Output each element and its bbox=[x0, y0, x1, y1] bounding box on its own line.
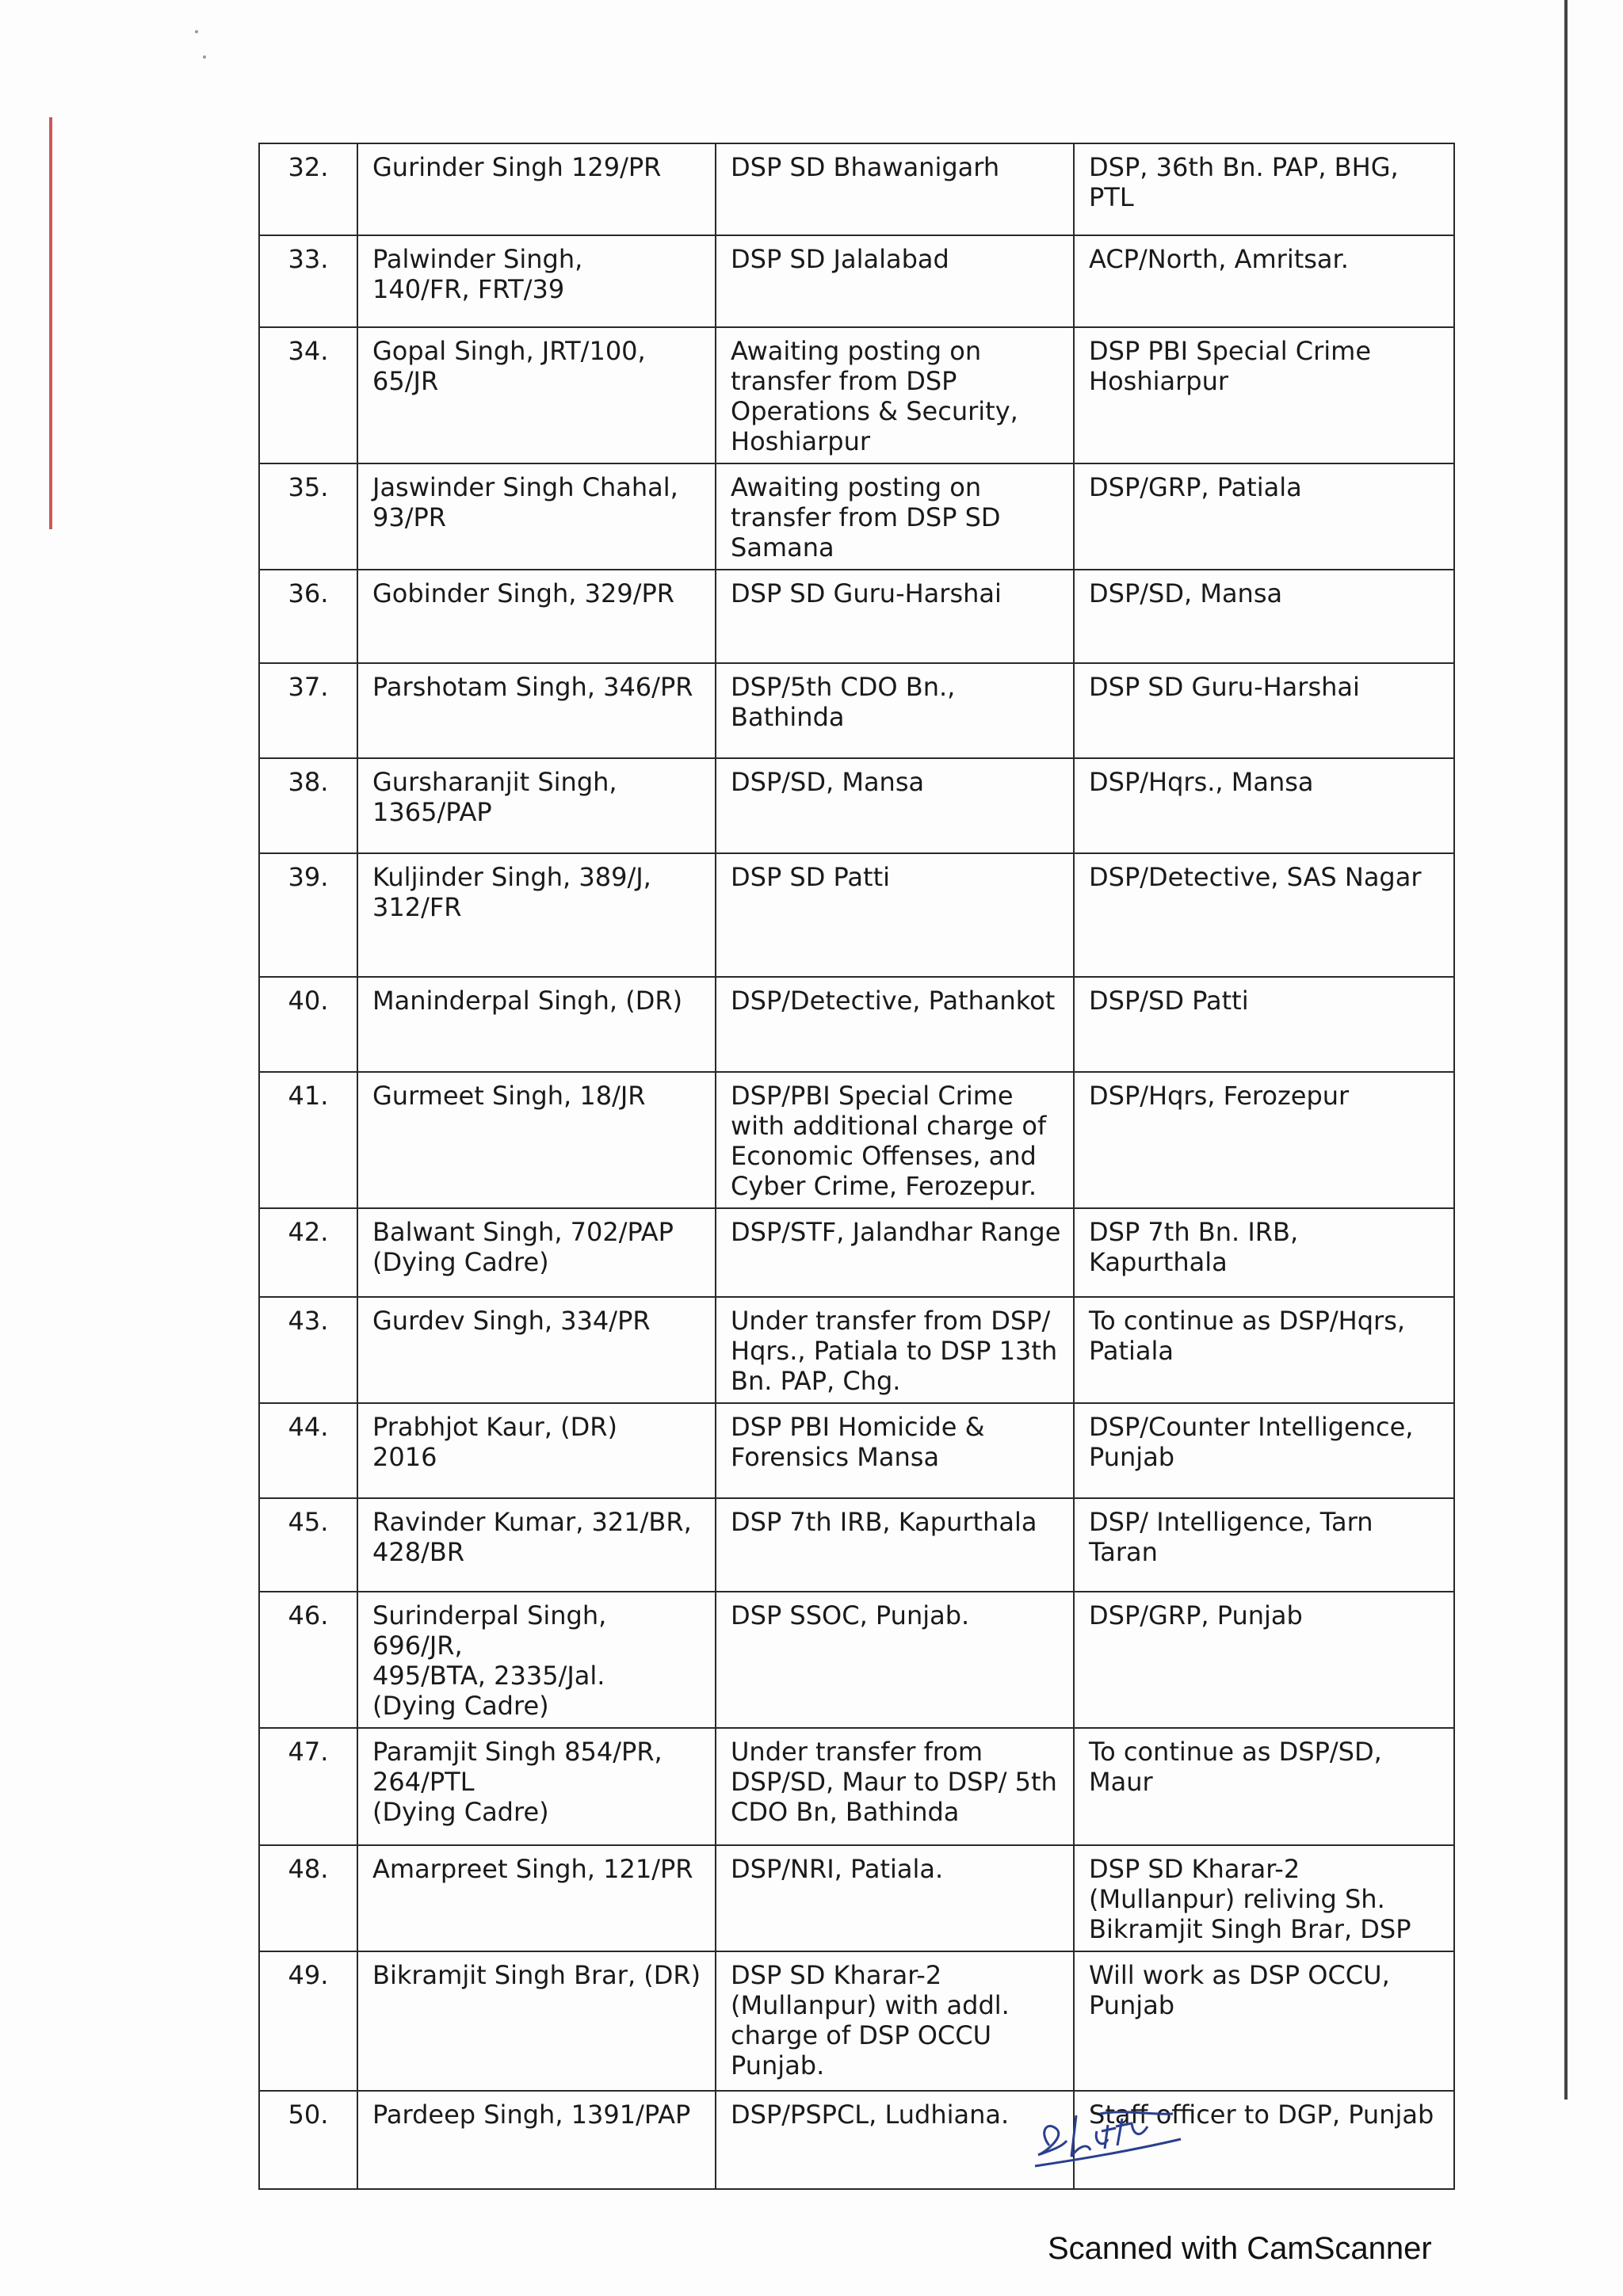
present-posting: DSP/SD, Mansa bbox=[716, 758, 1074, 853]
officer-name: Palwinder Singh, 140/FR, FRT/39 bbox=[357, 235, 716, 327]
officer-name: Maninderpal Singh, (DR) bbox=[357, 977, 716, 1072]
officer-name: Gurdev Singh, 334/PR bbox=[357, 1297, 716, 1403]
table-row bbox=[259, 1845, 1454, 1951]
officer-name: Gobinder Singh, 329/PR bbox=[357, 570, 716, 663]
table-row bbox=[259, 1403, 1454, 1498]
new-posting: DSP/GRP, Patiala bbox=[1074, 463, 1454, 570]
new-posting: To continue as DSP/SD, Maur bbox=[1074, 1728, 1454, 1845]
present-posting: DSP/PSPCL, Ludhiana. bbox=[716, 2091, 1074, 2189]
present-posting: Under transfer from DSP/SD, Maur to DSP/ 5th CDO Bn, Bathinda bbox=[716, 1728, 1074, 1845]
serial-number: 43. bbox=[259, 1297, 357, 1403]
table-row bbox=[259, 1592, 1454, 1728]
serial-number: 34. bbox=[259, 327, 357, 463]
serial-number: 44. bbox=[259, 1403, 357, 1498]
officer-name: Prabhjot Kaur, (DR) 2016 bbox=[357, 1403, 716, 1498]
serial-number: 50. bbox=[259, 2091, 357, 2189]
present-posting: DSP SD Kharar-2 (Mullanpur) with addl. charge of DSP OCCU Punjab. bbox=[716, 1951, 1074, 2091]
scan-edge-left bbox=[49, 117, 52, 529]
serial-number: 45. bbox=[259, 1498, 357, 1592]
new-posting: DSP, 36th Bn. PAP, BHG, PTL bbox=[1074, 143, 1454, 235]
new-posting: Staff officer to DGP, Punjab bbox=[1074, 2091, 1454, 2189]
serial-number: 42. bbox=[259, 1208, 357, 1297]
present-posting: DSP SD Patti bbox=[716, 853, 1074, 977]
serial-number: 39. bbox=[259, 853, 357, 977]
table-row bbox=[259, 143, 1454, 235]
present-posting: DSP/5th CDO Bn., Bathinda bbox=[716, 663, 1074, 758]
officer-name: Jaswinder Singh Chahal, 93/PR bbox=[357, 463, 716, 570]
table-row bbox=[259, 853, 1454, 977]
present-posting: DSP SD Jalalabad bbox=[716, 235, 1074, 327]
officer-name: Surinderpal Singh, 696/JR, 495/BTA, 2335/Jal. (Dying Cadre) bbox=[357, 1592, 716, 1728]
officer-name: Parshotam Singh, 346/PR bbox=[357, 663, 716, 758]
officer-name: Balwant Singh, 702/PAP (Dying Cadre) bbox=[357, 1208, 716, 1297]
present-posting: Awaiting posting on transfer from DSP Operations & Security, Hoshiarpur bbox=[716, 327, 1074, 463]
present-posting: Under transfer from DSP/ Hqrs., Patiala to DSP 13th Bn. PAP, Chg. bbox=[716, 1297, 1074, 1403]
table-row bbox=[259, 2091, 1454, 2189]
serial-number: 47. bbox=[259, 1728, 357, 1845]
new-posting: DSP/SD, Mansa bbox=[1074, 570, 1454, 663]
new-posting: DSP PBI Special Crime Hoshiarpur bbox=[1074, 327, 1454, 463]
present-posting: DSP PBI Homicide & Forensics Mansa bbox=[716, 1403, 1074, 1498]
officer-name: Bikramjit Singh Brar, (DR) bbox=[357, 1951, 716, 2091]
new-posting: ACP/North, Amritsar. bbox=[1074, 235, 1454, 327]
table-row bbox=[259, 1728, 1454, 1845]
postings-table-body bbox=[259, 143, 1454, 2189]
table-row bbox=[259, 463, 1454, 570]
present-posting: DSP/Detective, Pathankot bbox=[716, 977, 1074, 1072]
camscanner-watermark: Scanned with CamScanner bbox=[1048, 2231, 1432, 2266]
new-posting: DSP SD Guru-Harshai bbox=[1074, 663, 1454, 758]
table-row bbox=[259, 977, 1454, 1072]
serial-number: 46. bbox=[259, 1592, 357, 1728]
new-posting: DSP/GRP, Punjab bbox=[1074, 1592, 1454, 1728]
serial-number: 38. bbox=[259, 758, 357, 853]
postings-table bbox=[258, 143, 1455, 2190]
officer-name: Gursharanjit Singh, 1365/PAP bbox=[357, 758, 716, 853]
officer-name: Pardeep Singh, 1391/PAP bbox=[357, 2091, 716, 2189]
new-posting: Will work as DSP OCCU, Punjab bbox=[1074, 1951, 1454, 2091]
present-posting: DSP/STF, Jalandhar Range bbox=[716, 1208, 1074, 1297]
new-posting: DSP/Hqrs, Ferozepur bbox=[1074, 1072, 1454, 1208]
table-row bbox=[259, 1297, 1454, 1403]
table-row bbox=[259, 570, 1454, 663]
officer-name: Gurinder Singh 129/PR bbox=[357, 143, 716, 235]
new-posting: To continue as DSP/Hqrs, Patiala bbox=[1074, 1297, 1454, 1403]
officer-name: Gopal Singh, JRT/100, 65/JR bbox=[357, 327, 716, 463]
table-row bbox=[259, 235, 1454, 327]
present-posting: DSP 7th IRB, Kapurthala bbox=[716, 1498, 1074, 1592]
serial-number: 32. bbox=[259, 143, 357, 235]
serial-number: 37. bbox=[259, 663, 357, 758]
present-posting: Awaiting posting on transfer from DSP SD Samana bbox=[716, 463, 1074, 570]
new-posting: DSP/SD Patti bbox=[1074, 977, 1454, 1072]
present-posting: DSP SD Guru-Harshai bbox=[716, 570, 1074, 663]
new-posting: DSP/ Intelligence, Tarn Taran bbox=[1074, 1498, 1454, 1592]
table-row bbox=[259, 663, 1454, 758]
officer-name: Kuljinder Singh, 389/J, 312/FR bbox=[357, 853, 716, 977]
table-row bbox=[259, 1951, 1454, 2091]
present-posting: DSP SSOC, Punjab. bbox=[716, 1592, 1074, 1728]
serial-number: 49. bbox=[259, 1951, 357, 2091]
scan-speck bbox=[195, 30, 198, 33]
officer-name: Paramjit Singh 854/PR, 264/PTL (Dying Cadre) bbox=[357, 1728, 716, 1845]
new-posting: DSP SD Kharar-2 (Mullanpur) reliving Sh. Bikramjit Singh Brar, DSP bbox=[1074, 1845, 1454, 1951]
table-row bbox=[259, 1498, 1454, 1592]
officer-name: Amarpreet Singh, 121/PR bbox=[357, 1845, 716, 1951]
table-row bbox=[259, 327, 1454, 463]
new-posting: DSP/Counter Intelligence, Punjab bbox=[1074, 1403, 1454, 1498]
serial-number: 48. bbox=[259, 1845, 357, 1951]
serial-number: 40. bbox=[259, 977, 357, 1072]
table-row bbox=[259, 1072, 1454, 1208]
present-posting: DSP/PBI Special Crime with additional charge of Economic Offenses, and Cyber Crime, Ferozepur. bbox=[716, 1072, 1074, 1208]
serial-number: 36. bbox=[259, 570, 357, 663]
new-posting: DSP/Hqrs., Mansa bbox=[1074, 758, 1454, 853]
officer-name: Gurmeet Singh, 18/JR bbox=[357, 1072, 716, 1208]
officer-name: Ravinder Kumar, 321/BR, 428/BR bbox=[357, 1498, 716, 1592]
new-posting: DSP 7th Bn. IRB, Kapurthala bbox=[1074, 1208, 1454, 1297]
table-row bbox=[259, 758, 1454, 853]
serial-number: 33. bbox=[259, 235, 357, 327]
table-row bbox=[259, 1208, 1454, 1297]
new-posting: DSP/Detective, SAS Nagar bbox=[1074, 853, 1454, 977]
serial-number: 35. bbox=[259, 463, 357, 570]
present-posting: DSP SD Bhawanigarh bbox=[716, 143, 1074, 235]
signature bbox=[1014, 2084, 1189, 2179]
present-posting: DSP/NRI, Patiala. bbox=[716, 1845, 1074, 1951]
serial-number: 41. bbox=[259, 1072, 357, 1208]
scan-edge-right bbox=[1564, 0, 1568, 2100]
scan-speck bbox=[203, 55, 206, 59]
